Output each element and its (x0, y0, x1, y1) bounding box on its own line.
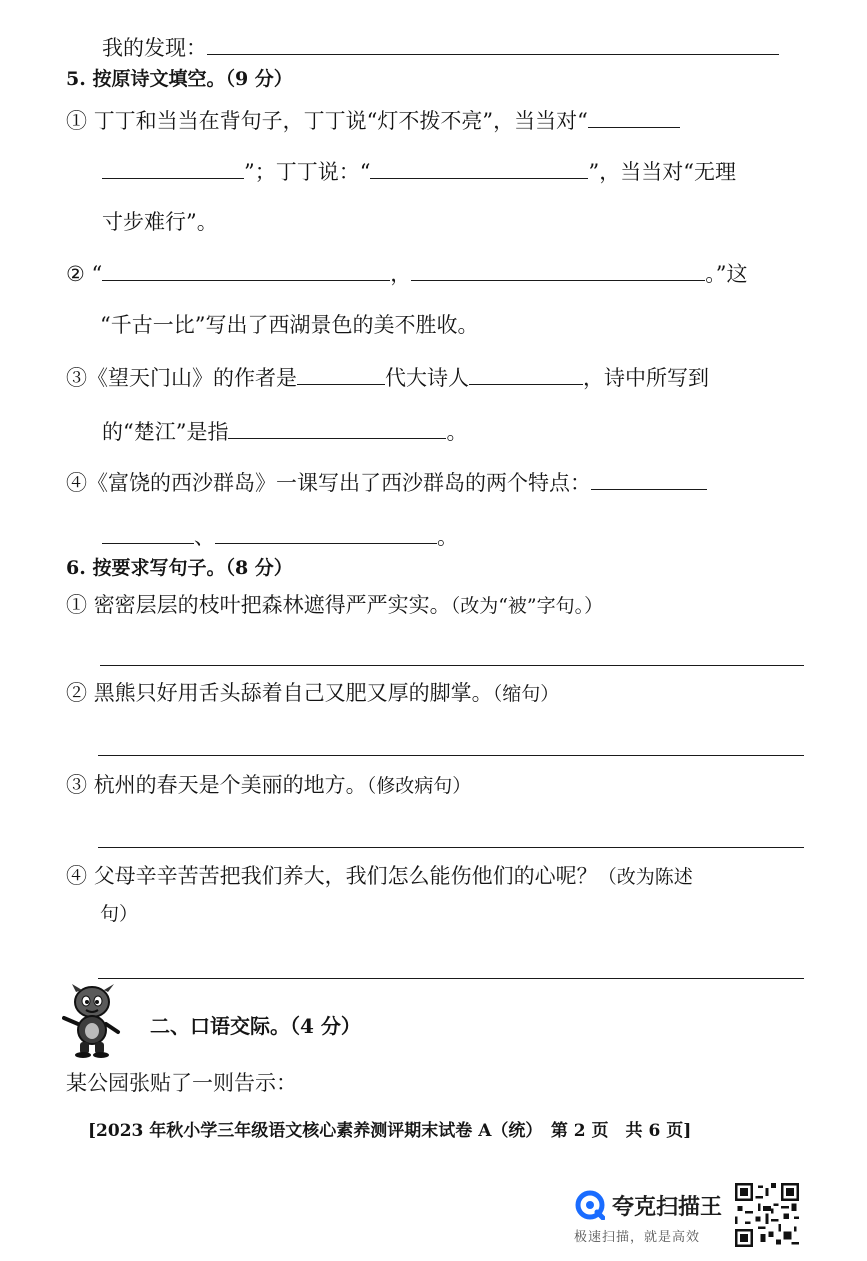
q6-item2-text: 黑熊只好用舌头舔着自己又肥又厚的脚掌。 (93, 681, 493, 705)
q5-item1-line2 (102, 160, 736, 183)
q5-heading: 5. 按原诗文填空。（9 分） (66, 68, 293, 90)
q6-item4-answer-line[interactable] (98, 978, 804, 979)
q6-item2-answer-line[interactable] (98, 755, 804, 756)
q6-item1-note: （改为“被”字句。） (450, 595, 604, 617)
page-footer: [2023 年秋小学三年级语文核心素养测评期末试卷 A（统） 第 2 页 共 6 页] (88, 1121, 692, 1141)
q6-item2-note: （缩句） (492, 683, 560, 705)
q5-item2-c: 。”这 (705, 262, 748, 286)
q5-item3-line2 (102, 420, 467, 443)
q6-item4-text: 父母辛辛苦苦把我们养大，我们怎么能伤他们的心呢？ (93, 864, 598, 888)
q5-item4-blank2[interactable] (215, 525, 437, 544)
q5-item4-blank1-cont[interactable] (102, 525, 194, 544)
q6-item3-text: 杭州的春天是个美丽的地方。 (93, 773, 367, 797)
q5-item3-blank2[interactable] (469, 366, 583, 385)
q6-item1-text: 密密层层的枝叶把森林遮得严严实实。 (93, 593, 451, 617)
q5-item4-line2 (102, 525, 458, 548)
q5-item2-num: ② (66, 262, 85, 286)
q5-item3-c: ，诗中所写到 (583, 366, 709, 390)
cartoon-mascot-icon (62, 982, 124, 1058)
q5-item1-line2-b: ”，当当对“无理 (588, 160, 736, 184)
q6-item4 (66, 866, 693, 887)
q5-item2-line1 (66, 262, 748, 285)
q5-item1-blank2[interactable] (370, 160, 588, 179)
q6-item1-num: ① (66, 593, 87, 617)
q5-item1-line2-a: ”；丁丁说：“ (244, 160, 371, 184)
q5-item3-line1 (66, 366, 709, 389)
discovery-line (102, 36, 779, 59)
q5-item4-line1 (66, 471, 707, 494)
q5-item2-a: “ (91, 262, 103, 286)
q6-item1-answer-line[interactable] (100, 665, 804, 666)
q5-item4-blank1[interactable] (591, 471, 707, 490)
notice-intro: 某公园张贴了一则告示： (66, 1071, 297, 1095)
q6-item4-note-cont: 句） (100, 903, 139, 925)
q5-item1-blank1[interactable] (588, 109, 680, 128)
q5-item2-line2: “千古一比”写出了西湖景色的美不胜收。 (100, 313, 479, 337)
quark-scan-icon (575, 1190, 605, 1220)
q6-item3-num: ③ (66, 773, 87, 797)
qr-code-icon (735, 1183, 799, 1247)
q6-item3-answer-line[interactable] (98, 847, 804, 848)
discovery-blank[interactable] (207, 36, 779, 55)
q6-item4-num: ④ (66, 864, 87, 888)
q6-item3-note: （修改病句） (366, 775, 472, 797)
q6-heading: 6. 按要求写句子。（8 分） (66, 557, 293, 579)
q5-item1-line1 (66, 109, 680, 132)
q5-item1-blank1-cont[interactable] (102, 160, 244, 179)
q6-item3 (66, 775, 471, 796)
q5-item3-blank1[interactable] (297, 366, 385, 385)
q5-item3-line2-a: 的“楚江”是指 (102, 420, 229, 444)
watermark-brand: 夸克扫描王 (612, 1195, 723, 1220)
q5-item4-line2-a: 、 (194, 525, 215, 549)
q6-item1 (66, 595, 603, 616)
q5-item4-text: 《富饶的西沙群岛》一课写出了西沙群岛的两个特点： (87, 471, 591, 495)
q6-item2-num: ② (66, 681, 87, 705)
q5-item1-line3: 寸步难行”。 (102, 210, 218, 234)
q5-item3-a: 《望天门山》的作者是 (87, 366, 297, 390)
q5-item3-line2-b: 。 (446, 420, 468, 444)
discovery-label: 我的发现： (102, 36, 207, 60)
q5-item3-b: 代大诗人 (385, 366, 469, 390)
section2-heading: 二、口语交际。（4 分） (150, 1014, 361, 1038)
q5-item4-num: ④ (66, 471, 87, 495)
q5-item1-text: 丁丁和当当在背句子，丁丁说“灯不拨不亮”，当当对“ (93, 109, 588, 133)
q5-item3-num: ③ (66, 366, 87, 390)
q6-item4-note: （改为陈述 (597, 866, 693, 888)
q5-item2-blank1[interactable] (102, 262, 390, 281)
q5-item3-blank3[interactable] (228, 420, 446, 439)
q5-item2-blank2[interactable] (411, 262, 705, 281)
q5-item4-line2-b: 。 (437, 525, 458, 549)
q5-item1-num: ① (66, 109, 87, 133)
q6-item2 (66, 683, 559, 704)
watermark-slogan: 极速扫描，就是高效 (574, 1230, 701, 1245)
q5-item2-b: ， (390, 262, 412, 286)
